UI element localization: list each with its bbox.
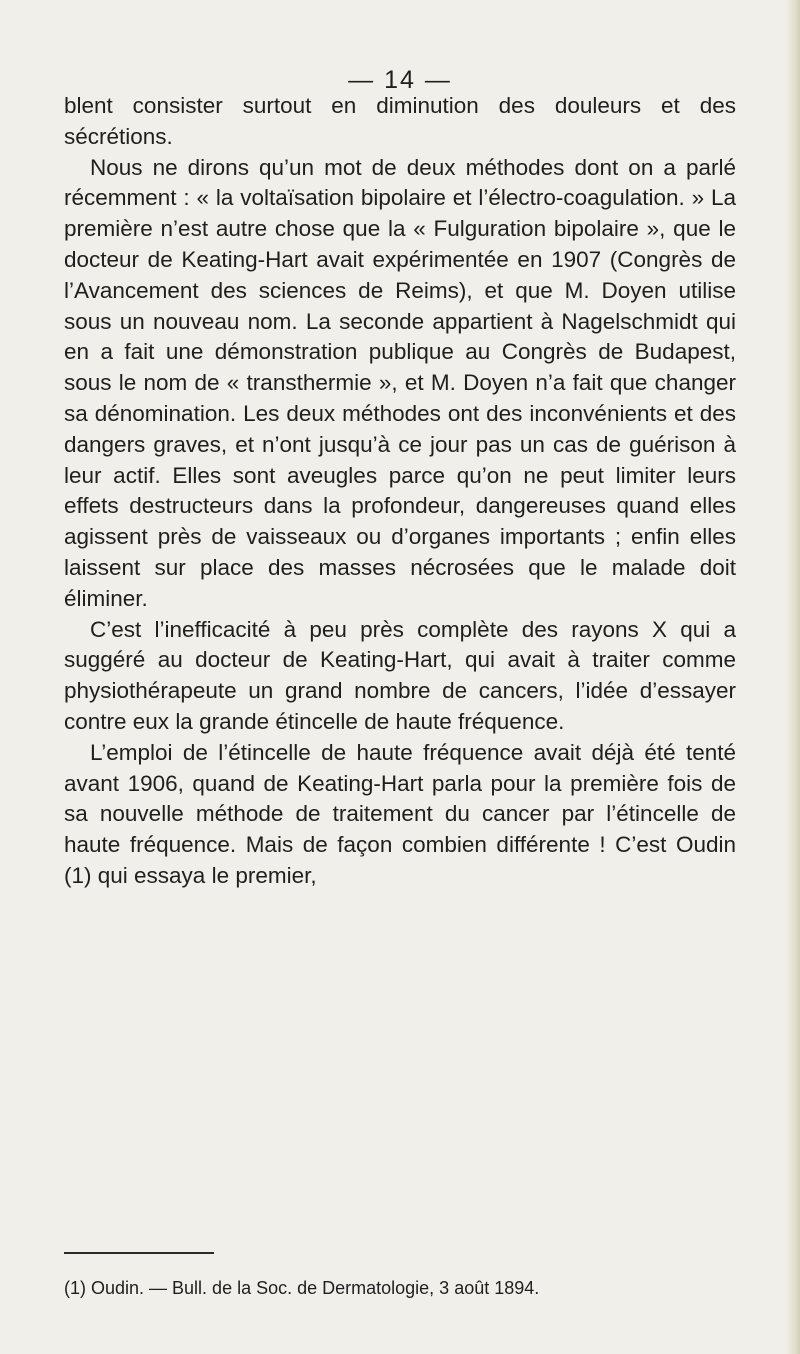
paragraph-methods: Nous ne dirons qu’un mot de deux méthodes dont on a parlé récemment : « la voltaïsation bipolaire et l’électro-coagulation. » La première n’est autre chose que la « Fulguration bipolaire », que le docteur de Keating-Hart avait expérimentée en 1907 (Congrès de l’Avancement des sciences de Reims), et que M. Doyen utilise sous un nouveau nom. La seconde appartient à Nagelschmidt qui en a fait une démonstration publique au Congrès de Budapest, sous le nom de « transthermie », et M. Doyen n’a fait que changer sa dénomination. Les deux méthodes ont des inconvénients et des dangers graves, et n’ont jusqu’à ce jour pas un cas de guérison à leur actif. Elles sont aveugles parce qu’on ne peut limiter leurs effets destructeurs dans la profondeur, dangereuses quand elles agissent près de vaisseaux ou d’organes importants ; enfin elles laissent sur place des masses nécrosées que le malade doit éliminer. <box>64 154 736 611</box>
footnote-divider <box>64 1252 214 1254</box>
page-edge-shadow <box>786 0 800 1354</box>
page-number: — 14 — <box>348 66 452 94</box>
body-text <box>64 91 736 892</box>
paragraph-rayons-x: C’est l’inefficacité à peu près complète des rayons X qui a suggéré au docteur de Keating-Hart, qui avait à traiter comme physiothérapeute un grand nombre de cancers, l’idée d’essayer contre eux la grande étincelle de haute fréquence. <box>64 616 736 734</box>
paragraph-etincelle: L’emploi de l’étincelle de haute fréquence avait déjà été tenté avant 1906, quand de Keating-Hart parla pour la première fois de sa nouvelle méthode de traitement du cancer par l’étincelle de haute fréquence. Mais de façon combien différente ! C’est Oudin (1) qui essaya le premier, <box>64 739 736 888</box>
footnote: (1) Oudin. — Bull. de la Soc. de Dermatologie, 3 août 1894. <box>64 1278 540 1298</box>
paragraph-continuation: blent consister surtout en diminution des douleurs et des sécrétions. <box>64 93 736 149</box>
